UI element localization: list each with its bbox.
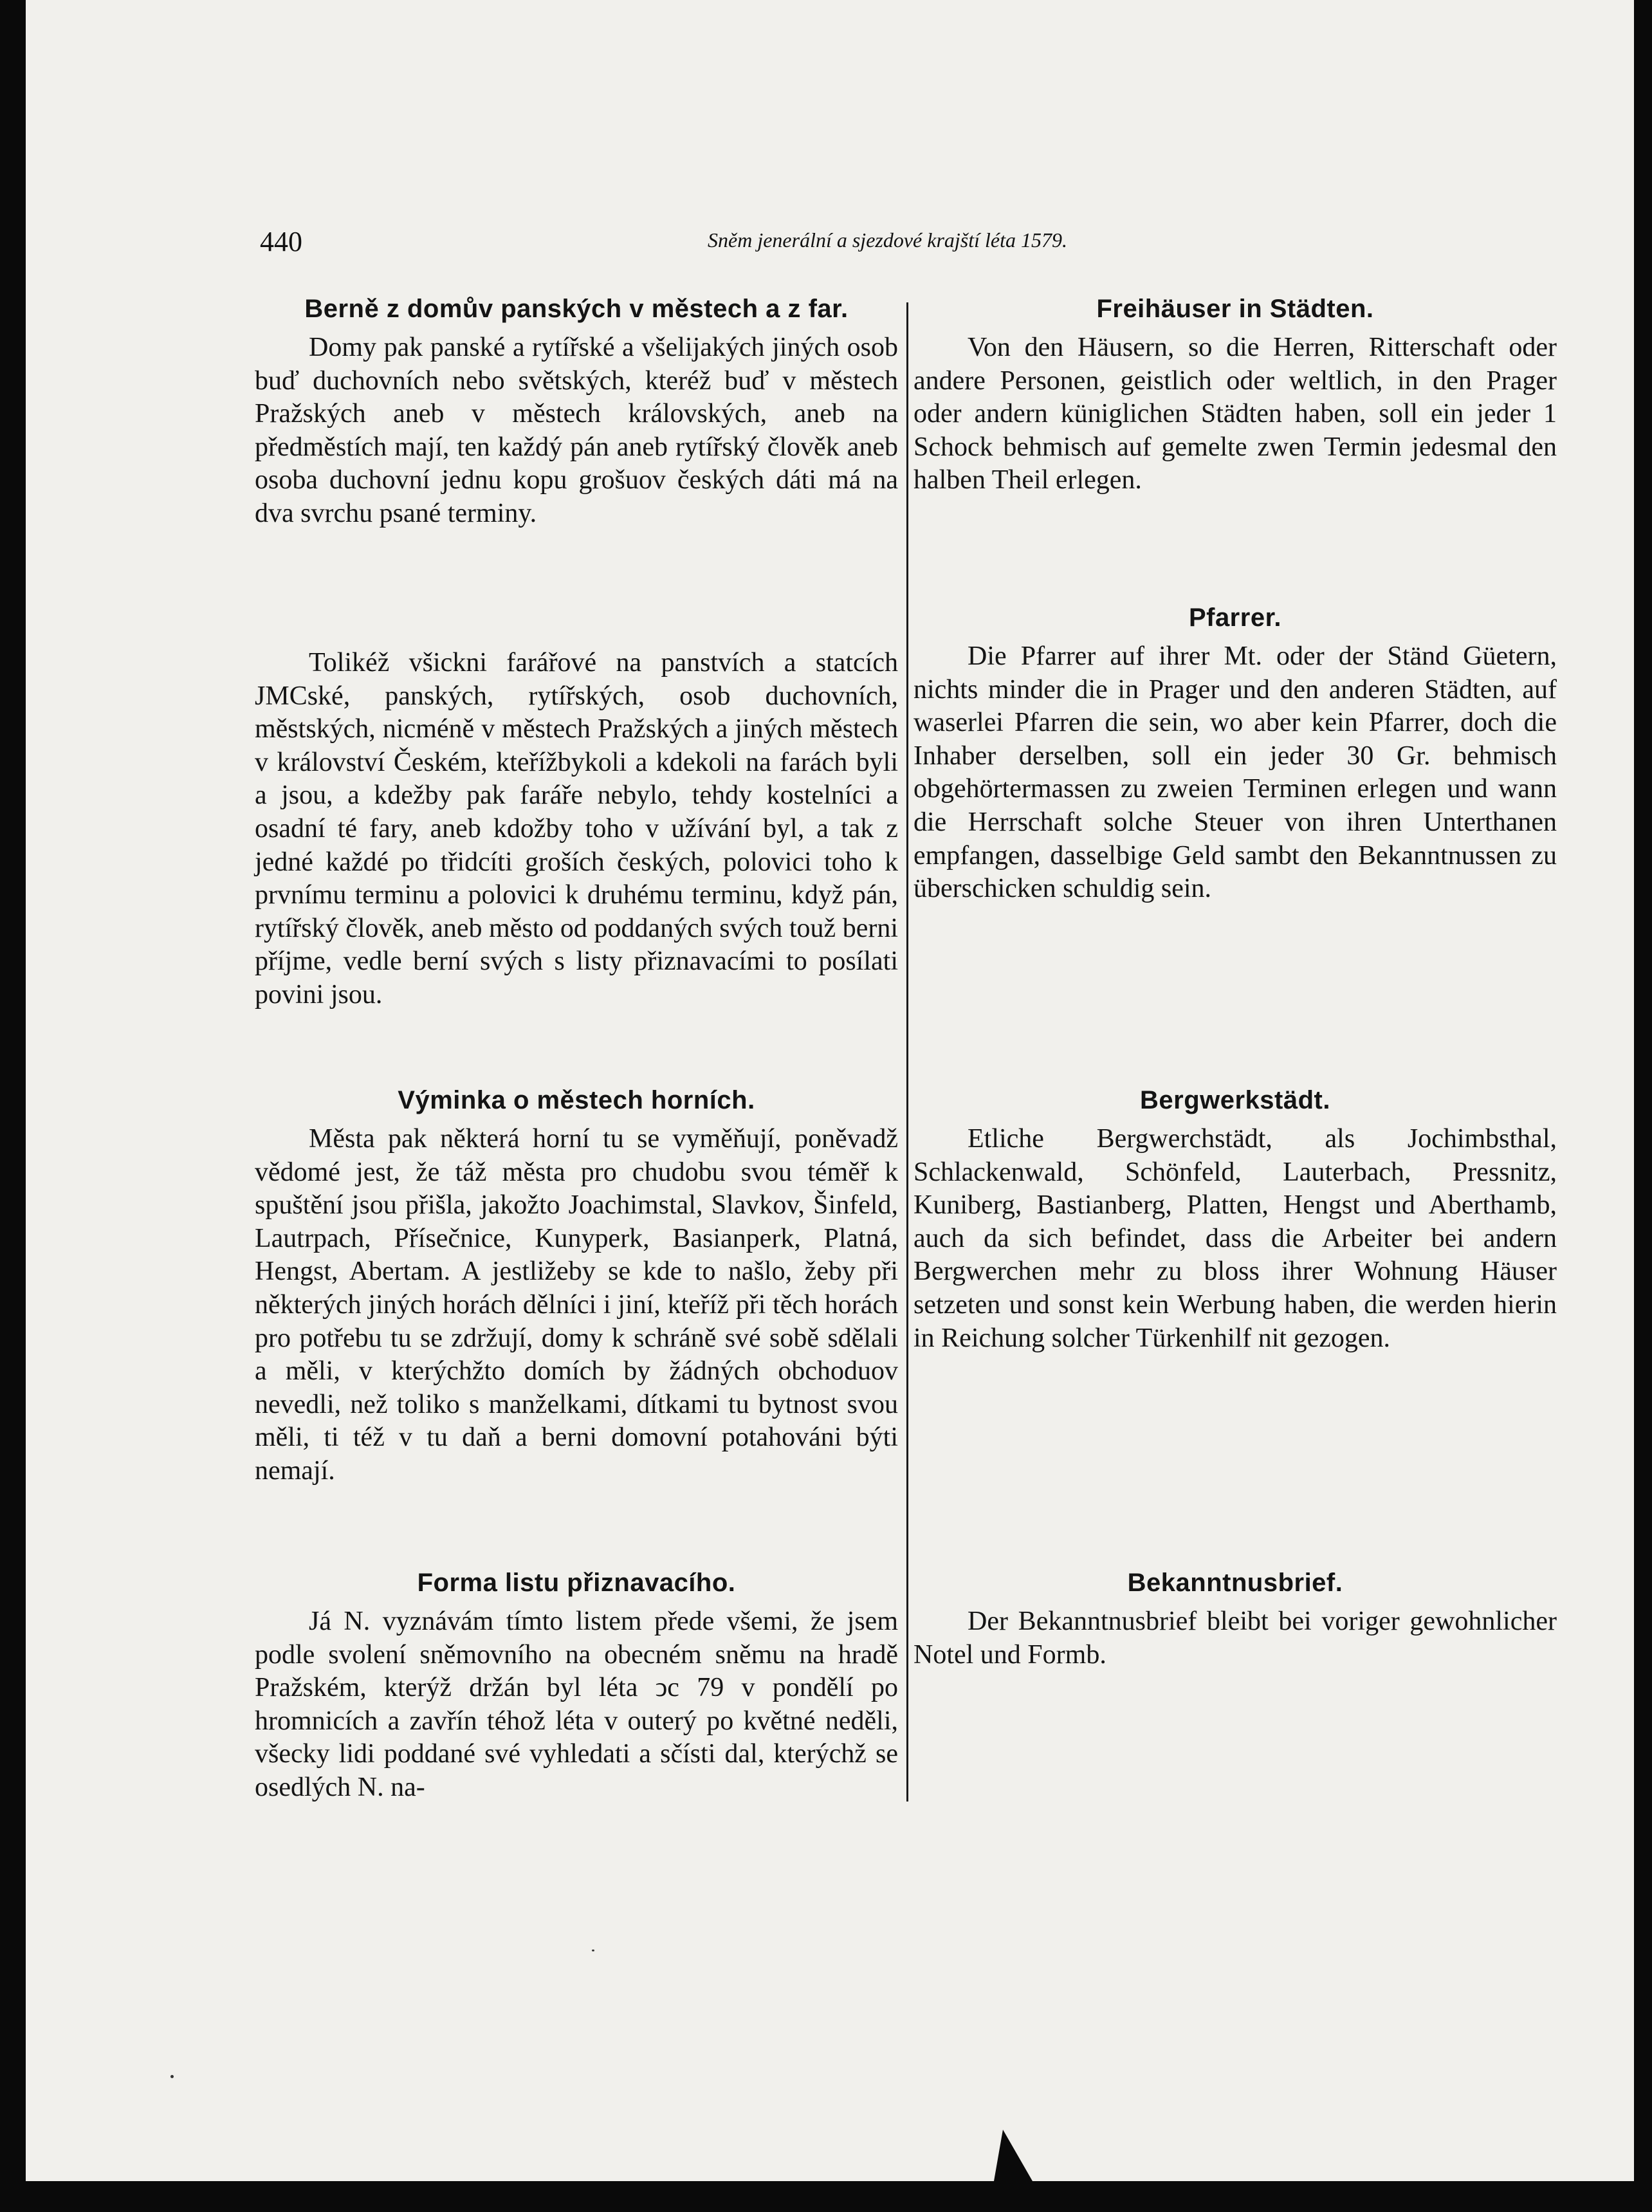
section-bekanntnusbrief [913, 1567, 1557, 1672]
scan-speck [592, 1949, 594, 1951]
section-heading: Forma listu přiznavacího. [417, 1569, 736, 1597]
section-paragraph: Von den Häusern, so die Herren, Ritterschaft oder andere Personen, geistlich oder weltlich, in den Prager oder andern küniglichen Städten haben, soll ein jeder 1 Schock behmisch auf gemelte zwen Termin jedesmal den halben Theil erlegen. [913, 333, 1557, 495]
page-number: 440 [260, 226, 302, 257]
section-heading: Berně z domův panských v městech a z far. [304, 295, 849, 323]
section-heading: Freihäuser in Städten. [1096, 295, 1374, 323]
book-page [26, 0, 1634, 2212]
section-heading: Výminka o městech horních. [398, 1086, 755, 1114]
section-heading: Pfarrer. [1188, 604, 1282, 632]
section-forma-listu [255, 1567, 898, 1805]
section-heading: Bekanntnusbrief. [1127, 1569, 1343, 1597]
section-paragraph: Der Bekanntnusbrief bleibt bei voriger gewohnlicher Notel und Formb. [913, 1607, 1557, 1670]
scan-speck [170, 2075, 174, 2078]
section-faráři [255, 647, 898, 1012]
scan-shadow [994, 2130, 1032, 2181]
scan-border-bottom [0, 2181, 1652, 2212]
section-bergwerkstadt [913, 1084, 1557, 1355]
section-paragraph: Já N. vyznávám tímto listem přede všemi, že jsem podle svolení sněmovního na obecném sněmu na hradě Pražském, kterýž držán byl léta ͻc 79 v pondělí po hromnicích a zavřín téhož léta v outerý po květné neděli, všecky lidi poddané své vyhledati a sčísti dal, kterýchž se osedlých N. na- [255, 1607, 898, 1802]
section-paragraph: Tolikéž všickni farářové na panstvích a statcích JMCské, panských, rytířských, osob duchovních, městských, nicméně v městech Pražských a jiných městech v království Českém, kteřížbykoli a kdekoli na farách byli a jsou, a kdežby pak faráře nebylo, tehdy kostelníci a osadní té fary, aneb kdožby toho v užívání byl, a tak z jedné každé po třidcíti groších českých, polovici toho k prvnímu terminu a polovici k druhému terminu, když pán, rytířský člověk, aneb město od poddaných svých touž berni příjme, vedle berní svých s listy přiznavacími to posílati povini jsou. [255, 648, 898, 1009]
section-paragraph: Města pak některá horní tu se vyměňují, poněvadž vědomé jest, že táž města pro chudobu svou téměř k spuštění jsou přišla, jakožto Joachimstal, Slavkov, Šinfeld, Lautrpach, Přísečnice, Kunyperk, Basianperk, Platná, Hengst, Abertam. A jestližeby se kde to našlo, žeby při některých jiných horách dělníci i jiní, kteříž při těch horách pro potřebu tu se zdržují, domy k schráně své sobě sdělali a měli, v kterýchžto domích by žádných obchoduov nevedli, než toliko s manželkami, dítkami tu bytnost svou měli, ti též v tu daň a berni domovní potahováni býti nemají. [255, 1124, 898, 1486]
section-freihauser [913, 293, 1557, 497]
section-heading: Bergwerkstädt. [1140, 1086, 1330, 1114]
section-paragraph: Etliche Bergwerchstädt, als Jochimbsthal, Schlackenwald, Schönfeld, Lauterbach, Pressnitz, Kuniberg, Bastianberg, Platten, Hengst und Aberthamb, auch da sich befindet, dass die Arbeiter bei andern Bergwerchen mehr zu bloss ihrer Wohnung Häuser setzeten und sonst kein Werbung haben, die werden hierin in Reichung solcher Türkenhilf nit gezogen. [913, 1124, 1557, 1353]
section-paragraph: Domy pak panské a rytířské a všelijakých jiných osob buď duchovních nebo světských, kteréž buď v městech Pražských aneb v městech královských, aneb na předměstích mají, ten každý pán aneb rytířský člověk aneb osoba duchovní jednu kopu grošuov českých dáti má na dva svrchu psané terminy. [255, 333, 898, 528]
section-pfarrer [913, 602, 1557, 906]
running-title: Sněm jenerální a sjezdové krajští léta 1579. [708, 228, 1068, 252]
section-berne-z-domuv [255, 293, 898, 531]
section-vyminka-o-mestech [255, 1084, 898, 1488]
column-divider [906, 302, 908, 1802]
section-paragraph: Die Pfarrer auf ihrer Mt. oder der Ständ Güetern, nichts minder die in Prager und den anderen Städten, auf waserlei Pfarren die sein, wo aber kein Pfarrer, doch die Inhaber derselben, soll ein jeder 30 Gr. behmisch obgehörtermassen zu zweien Terminen erlegen und wann die Herrschaft solche Steuer von ihren Unterthanen empfangen, dasselbige Geld sambt den Bekanntnussen zu überschicken schuldig sein. [913, 641, 1557, 904]
